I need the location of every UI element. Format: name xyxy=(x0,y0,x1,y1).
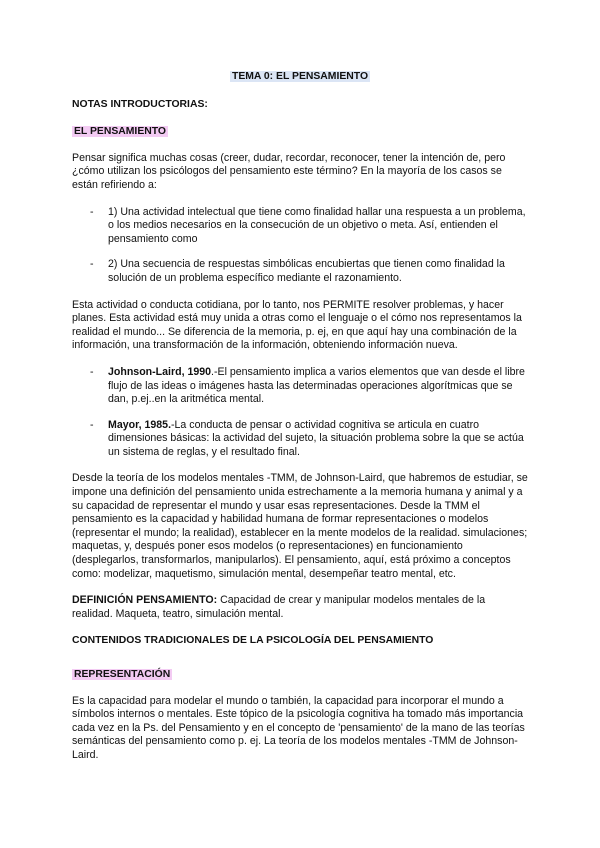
definicion-text: Capacidad de crear y manipular modelos mentales de la realidad. Maqueta, teatro, simulación mental. xyxy=(72,594,486,620)
document-page xyxy=(72,70,528,776)
actividad-paragraph: Esta actividad o conducta cotidiana, por lo tanto, nos PERMITE resolver problemas, y hacer planes. Esta actividad está muy unida a otras como el lenguaje o el cómo nos representamos la realidad el mundo... Se diferencia de la memoria, p. ej, en que aquí hay una combinación de la información, una transformación de la información, obteniendo información nueva. xyxy=(72,298,522,352)
pensamiento-heading-text: EL PENSAMIENTO xyxy=(74,126,166,138)
representacion-paragraph: Es la capacidad para modelar el mundo o también, la capacidad para incorporar el mundo a símbolos internos o mentales. Este tópico de la psicología cognitiva ha tomado más importancia cada vez en la Ps. del Pensamiento y en el concepto de 'pensamiento' de la mano de las teorías semánticas del pensamiento como p. ej. La teoría de los modelos mentales -TMM de Johnson- Laird. xyxy=(72,694,525,761)
list-bullet: - xyxy=(90,258,94,271)
list-bullet: - xyxy=(90,418,94,431)
definitions-list xyxy=(72,206,528,286)
list-item xyxy=(72,419,528,460)
document-title-text: TEMA 0: EL PENSAMIENTO xyxy=(231,71,369,82)
list-item xyxy=(72,258,528,285)
list-item xyxy=(72,366,528,407)
list-bullet: - xyxy=(90,365,94,378)
list-item-text: .-El pensamiento implica a varios elementos que van desde el libre flujo de las ideas o imágenes hasta las determinadas operaciones algorítmicas que se dan, p.ej..en la aritmética mental. xyxy=(108,365,525,406)
pensamiento-heading xyxy=(72,125,528,139)
document-title xyxy=(72,70,528,84)
list-item-text: 2) Una secuencia de respuestas simbólicas encubiertas que tienen como finalidad la solución de un problema específico mediante el razonamiento. xyxy=(108,258,505,284)
definicion-label: DEFINICIÓN PENSAMIENTO: xyxy=(72,594,218,607)
list-item-text: -La conducta de pensar o actividad cognitiva se articula en cuatro dimensiones básicas: la actividad del sujeto, la situación problema sobre la que se actúa un sistema de reglas, y el resultado final. xyxy=(108,418,524,458)
list-item-text: 1) Una actividad intelectual que tiene como finalidad hallar una respuesta a un problema, o los medios necesarios en la consecución de un objetivo o meta. Así, entienden el pensamiento como xyxy=(108,205,526,245)
tmm-paragraph: Desde la teoría de los modelos mentales -TMM, de Johnson-Laird, que habremos de estudiar, se impone una definición del pensamiento unida estrechamente a la memoria humana y animal y a su capacidad de representar el mundo y usar esas representaciones. Desde la TMM el pensamiento es la capacidad y habilidad humana de formar representaciones o modelos (representar el mundo; la realidad), establecer en la mente modelos de la realidad. simulaciones; maquetas, y, después poner esos modelos (o representaciones) en funcionamiento (desplegarlos, transformarlos, manipularlos). El pensamiento, aquí, está próximo a conceptos como: modelizar, maquetismo, simulación mental, desempeñar teatro mental, etc. xyxy=(72,472,528,580)
list-item xyxy=(72,206,528,247)
intro-paragraph: Pensar significa muchas cosas (creer, dudar, recordar, reconocer, tener la intención de, pero ¿cómo utilizan los psicólogos del pensamiento este término? En la mayoría de los casos se están refiriendo a: xyxy=(72,151,506,191)
definicion-paragraph xyxy=(72,594,528,621)
authors-list xyxy=(72,366,528,460)
list-bullet: - xyxy=(90,205,94,218)
author-citation: Mayor, 1985. xyxy=(108,418,172,431)
author-citation: Johnson-Laird, 1990 xyxy=(108,365,212,378)
contenidos-heading: CONTENIDOS TRADICIONALES DE LA PSICOLOGÍA DEL PENSAMIENTO xyxy=(72,635,434,647)
notas-heading: NOTAS INTRODUCTORIAS: xyxy=(72,98,208,110)
representacion-heading-text: REPRESENTACIÓN xyxy=(74,669,171,680)
representacion-heading xyxy=(72,668,528,682)
